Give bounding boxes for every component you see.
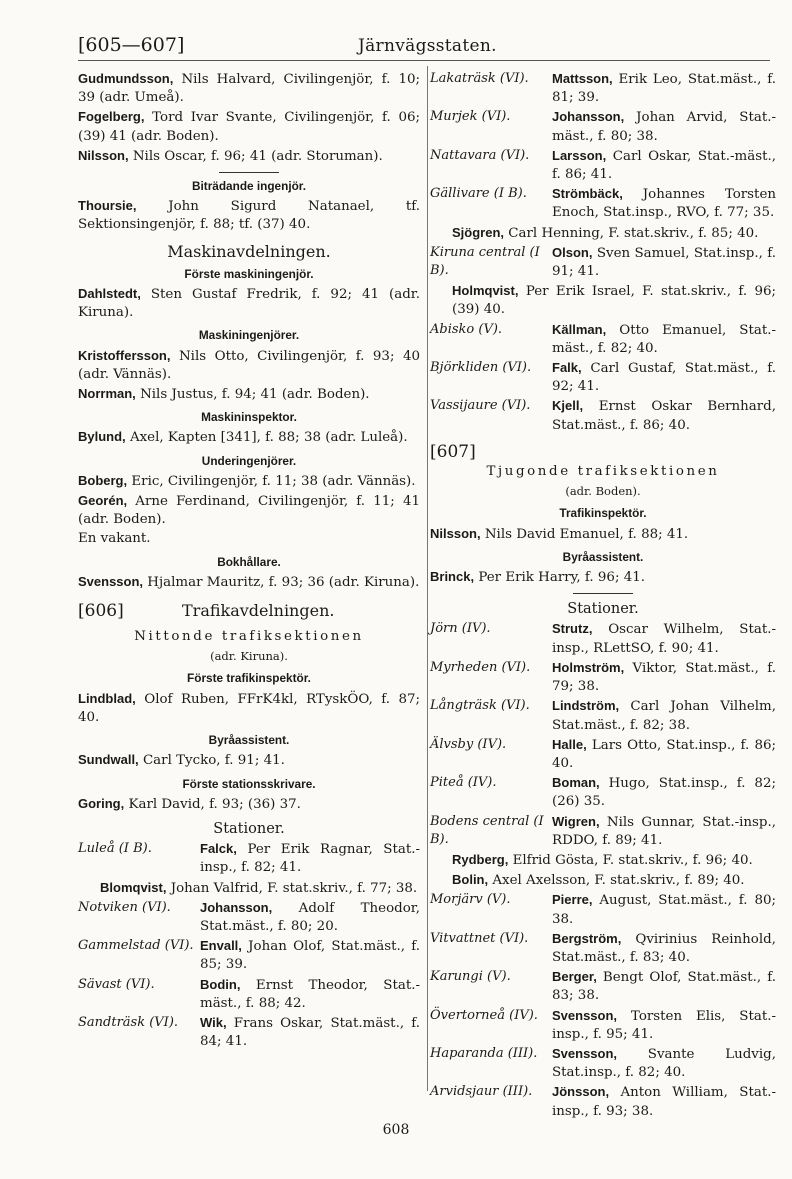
- station-row: Vitvattnet (VI). Bergström, Qvirinius Reinhold, Stat.mäst., f. 83; 40.: [430, 930, 776, 965]
- section-heading: Trafikavdelningen.: [182, 601, 335, 621]
- station-row: Murjek (VI). Johansson, Johan Arvid, Stat.-mäst., f. 80; 38.: [430, 109, 777, 144]
- entry: Thoursie, John Sigurd Natanael, tf. Sektionsingenjör, f. 88; tf. (37) 40.: [78, 198, 420, 233]
- subheading: Förste maskiningenjör.: [184, 266, 314, 281]
- station-row: Sandträsk (VI). Wik, Frans Oskar, Stat.mäst., f. 84; 41.: [78, 1014, 420, 1050]
- station-row: Gällivare (I B). Strömbäck, Johannes Torsten Enoch, Stat.insp., RVO, f. 77; 35.: [430, 186, 776, 221]
- district-heading: Tjugonde trafiksektionen: [486, 464, 720, 480]
- page-range: [605—607]: [78, 34, 185, 56]
- entry: Kristoffersson, Nils Otto, Civilingenjör, f. 93; 40 (adr. Vännäs).: [78, 347, 420, 382]
- station-row: Karungi (V). Berger, Bengt Olof, Stat.mäst., f. 83; 38.: [430, 969, 776, 1004]
- station-row: Arvidsjaur (III). Jönsson, Anton William, Stat.-insp., f. 93; 38.: [430, 1084, 776, 1119]
- entry: Fogelberg, Tord Ivar Svante, Civilingenjör, f. 06; (39) 41 (adr. Boden).: [78, 109, 420, 144]
- right-column: [430, 70, 776, 1122]
- subheading: Byråassistent.: [208, 733, 290, 748]
- column-divider: [427, 66, 428, 1091]
- entry: Sjögren, Carl Henning, F. stat.skriv., f. 85; 40.: [452, 224, 759, 241]
- station-row: Luleå (I B). Falck, Per Erik Ragnar, Stat.-insp., f. 82; 41.: [78, 841, 421, 876]
- station-row: Vassijaure (VI). Kjell, Ernst Oskar Bernhard, Stat.mäst., f. 86; 40.: [430, 398, 776, 433]
- station-row: Kiruna central (I B). Olson, Sven Samuel, Stat.insp., f. 91; 41.: [430, 244, 776, 280]
- separator-rule: [219, 172, 279, 173]
- station-row: Morjärv (V). Pierre, August, Stat.mäst., f. 80; 38.: [430, 892, 776, 927]
- entry: Norrman, Nils Justus, f. 94; 41 (adr. Boden).: [78, 386, 370, 403]
- entry: Holmqvist, Per Erik Israel, F. stat.skriv., f. 96; (39) 40.: [452, 283, 776, 318]
- subheading: Maskiningenjörer.: [198, 328, 300, 343]
- subheading: Bokhållare.: [217, 554, 281, 569]
- entry: Blomqvist, Johan Valfrid, F. stat.skriv., f. 77; 38.: [100, 879, 418, 896]
- entry: Dahlstedt, Sten Gustaf Fredrik, f. 92; 41 (adr. Kiruna).: [78, 286, 420, 321]
- entry: Georén, Arne Ferdinand, Civilingenjör, f. 11; 41 (adr. Boden).: [78, 493, 420, 528]
- stations-heading: Stationer.: [213, 820, 285, 837]
- station-row: Nattavara (VI). Larsson, Carl Oskar, Stat.-mäst., f. 86; 41.: [430, 147, 776, 183]
- subheading: Maskininspektor.: [201, 410, 297, 425]
- entry: Nilsson, Nils Oscar, f. 96; 41 (adr. Storuman).: [78, 147, 383, 164]
- separator-rule: [573, 593, 633, 594]
- station-row: Piteå (IV). Boman, Hugo, Stat.insp., f. 82; (26) 35.: [430, 775, 776, 810]
- entry: Svensson, Hjalmar Mauritz, f. 93; 36 (adr. Kiruna).: [78, 573, 420, 590]
- station-row: Gammelstad (VI). Envall, Johan Olof, Stat.mäst., f. 85; 39.: [78, 938, 420, 973]
- entry: Lindblad, Olof Ruben, FFrK4kl, RTyskÖO, f. 87; 40.: [78, 690, 420, 725]
- running-title: Järnvägsstaten.: [358, 36, 497, 56]
- station-row: Jörn (IV). Strutz, Oscar Wilhelm, Stat.-insp., RLettSO, f. 90; 41.: [430, 621, 776, 656]
- station-row: Bodens central (I B). Wigren, Nils Gunnar, Stat.-insp., RDDO, f. 89; 41.: [430, 813, 776, 848]
- station-row: Övertorneå (IV). Svensson, Torsten Elis, Stat.-insp., f. 95; 41.: [430, 1007, 776, 1042]
- subheading: Förste stationsskrivare.: [182, 776, 316, 791]
- subheading: Byråassistent.: [562, 549, 644, 564]
- vacancy-note: En vakant.: [78, 531, 151, 547]
- page-number: 608: [382, 1122, 410, 1138]
- district-address: (adr. Kiruna).: [210, 649, 288, 664]
- district-address: (adr. Boden).: [565, 484, 641, 499]
- left-column: [78, 70, 420, 1052]
- station-row: Sävast (VI). Bodin, Ernst Theodor, Stat.-mäst., f. 88; 42.: [78, 976, 420, 1011]
- section-heading: Maskinavdelningen.: [167, 241, 331, 261]
- station-row: Långträsk (VI). Lindström, Carl Johan Vilhelm, Stat.mäst., f. 82; 38.: [430, 698, 776, 733]
- station-row: Lakaträsk (VI). Mattsson, Erik Leo, Stat.mäst., f. 81; 39.: [430, 71, 776, 106]
- entry: Gudmundsson, Nils Halvard, Civilingenjör, f. 10; 39 (adr. Umeå).: [78, 71, 420, 106]
- entry: Nilsson, Nils David Emanuel, f. 88; 41.: [430, 525, 689, 542]
- station-row: Myrheden (VI). Holmström, Viktor, Stat.mäst., f. 79; 38.: [430, 659, 776, 695]
- station-row: Björkliden (VI). Falk, Carl Gustaf, Stat.mäst., f. 92; 41.: [430, 360, 776, 395]
- entry: Bolin, Axel Axelsson, F. stat.skriv., f. 89; 40.: [452, 872, 745, 889]
- subheading: Trafikinspektör.: [559, 506, 647, 521]
- subheading: Förste trafikinspektör.: [187, 671, 311, 686]
- entry: Brinck, Per Erik Harry, f. 96; 41.: [430, 569, 646, 586]
- paragraph-number: [607]: [430, 441, 476, 462]
- stations-heading: Stationer.: [567, 601, 639, 618]
- entry: Rydberg, Elfrid Gösta, F. stat.skriv., f. 96; 40.: [452, 851, 753, 868]
- station-row: Abisko (V). Källman, Otto Emanuel, Stat.-mäst., f. 82; 40.: [430, 321, 776, 356]
- entry: Bylund, Axel, Kapten [341], f. 88; 38 (adr. Luleå).: [78, 429, 408, 446]
- entry: Goring, Karl David, f. 93; (36) 37.: [78, 795, 301, 812]
- paragraph-number: [606]: [78, 601, 124, 622]
- station-row: Notviken (VI). Johansson, Adolf Theodor, Stat.mäst., f. 80; 20.: [78, 899, 420, 934]
- page-header: [78, 32, 770, 61]
- station-row: Haparanda (III). Svensson, Svante Ludvig, Stat.insp., f. 82; 40.: [430, 1045, 776, 1081]
- district-heading: Nittonde trafiksektionen: [134, 629, 364, 645]
- subheading: Underingenjörer.: [201, 453, 297, 468]
- subheading: Biträdande ingenjör.: [191, 179, 307, 194]
- entry: Boberg, Eric, Civilingenjör, f. 11; 38 (adr. Vännäs).: [78, 472, 416, 489]
- section-heading-row: [78, 600, 420, 626]
- station-row: Älvsby (IV). Halle, Lars Otto, Stat.insp., f. 86; 40.: [430, 736, 776, 771]
- entry: Sundwall, Carl Tycko, f. 91; 41.: [78, 752, 285, 769]
